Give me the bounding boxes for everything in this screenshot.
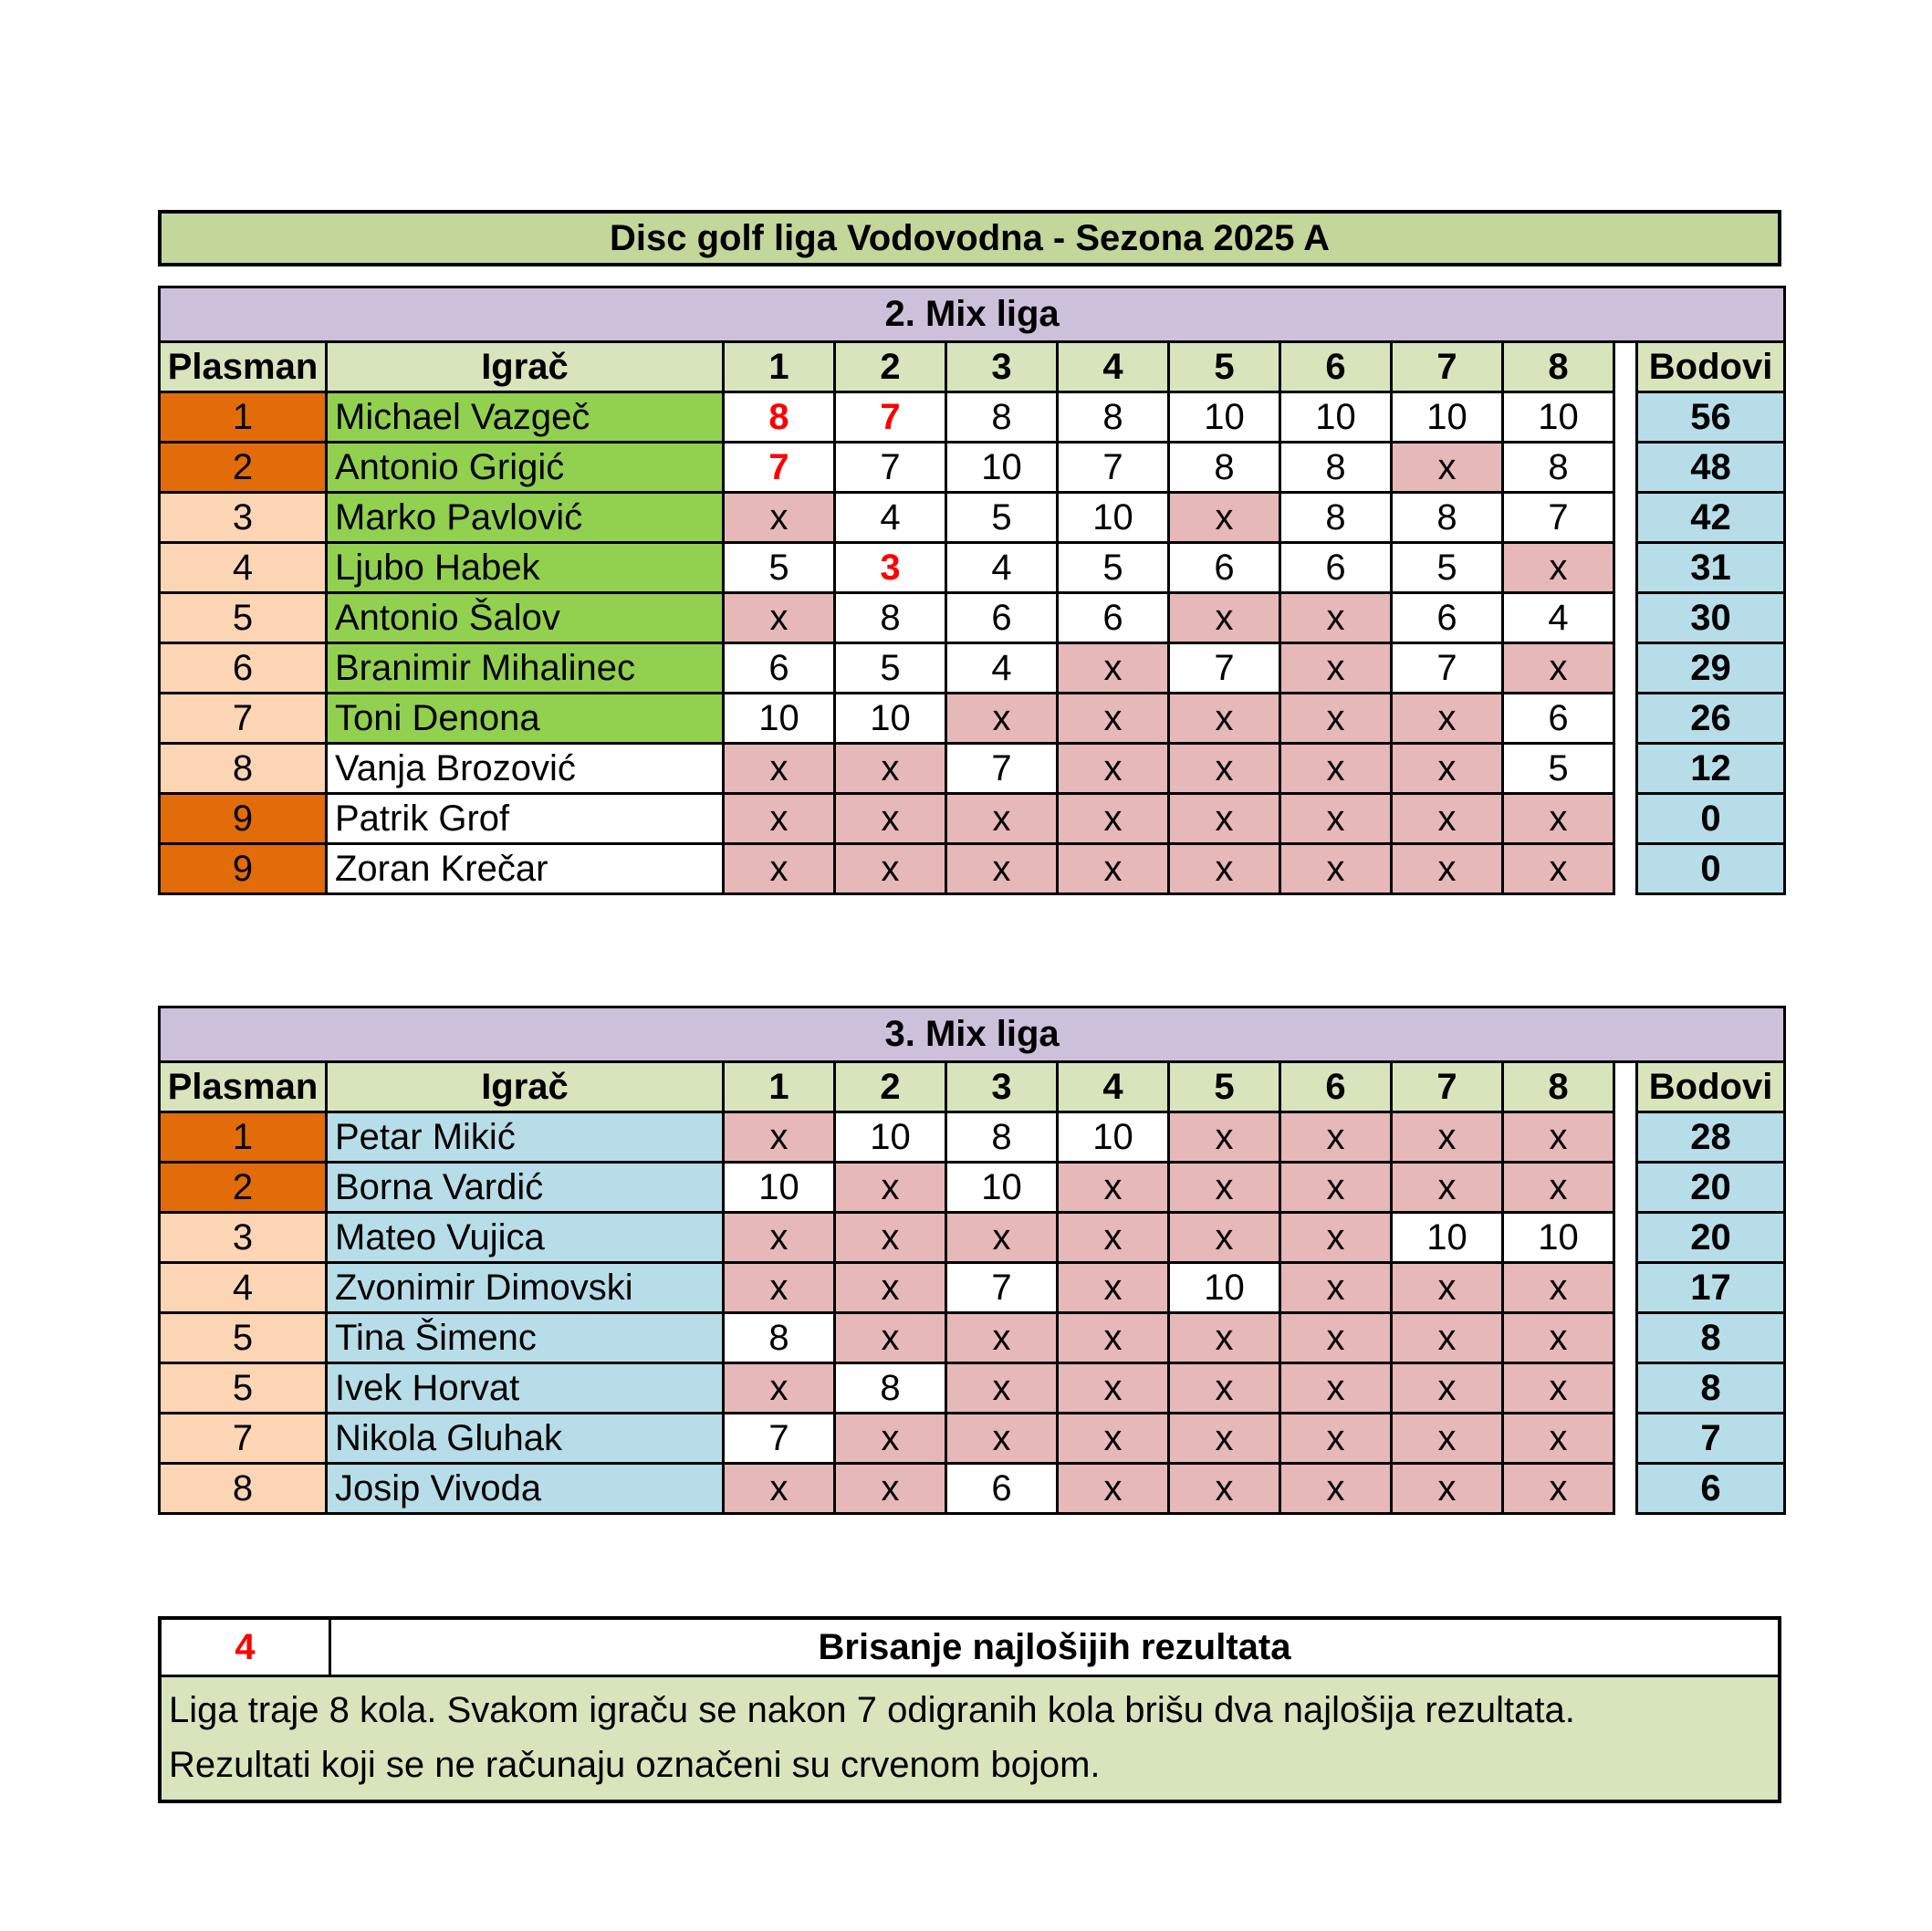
column-header-round: 8 [1503, 1062, 1614, 1112]
player-name: Ivek Horvat [327, 1363, 724, 1414]
score-cell: 8 [1058, 392, 1169, 443]
player-name: Ljubo Habek [327, 543, 724, 593]
score-cell: x [1169, 844, 1280, 894]
score-cell: x [1392, 844, 1503, 894]
rank-cell: 1 [160, 392, 327, 443]
rules-note-line: Rezultati koji se ne računaju označeni su crvenom bojom. [169, 1745, 1101, 1785]
score-cell: x [1503, 1263, 1614, 1313]
score-cell: x [724, 493, 835, 543]
rules-note-number: 4 [162, 1620, 331, 1675]
score-cell: x [1392, 1163, 1503, 1213]
score-cell: 10 [946, 1163, 1058, 1213]
player-name: Antonio Grigić [327, 443, 724, 493]
score-cell: 5 [1392, 543, 1503, 593]
score-cell: x [946, 794, 1058, 844]
player-name: Zoran Krečar [327, 844, 724, 894]
score-cell: x [724, 1263, 835, 1313]
column-header-round: 8 [1503, 342, 1614, 392]
score-cell: 4 [946, 543, 1058, 593]
score-cell: x [1169, 1112, 1280, 1163]
score-cell: x [1503, 1414, 1614, 1464]
player-name: Petar Mikić [327, 1112, 724, 1163]
rank-cell: 8 [160, 1464, 327, 1514]
points-cell: 17 [1637, 1263, 1785, 1313]
points-cell: 56 [1637, 392, 1785, 443]
score-cell: x [1169, 1363, 1280, 1414]
score-cell: x [1169, 744, 1280, 794]
player-name: Branimir Mihalinec [327, 643, 724, 694]
player-name: Marko Pavlović [327, 493, 724, 543]
score-cell: 5 [724, 543, 835, 593]
league-title: 2. Mix liga [160, 287, 1785, 342]
score-cell: 6 [1503, 694, 1614, 744]
score-cell: 10 [1392, 1213, 1503, 1263]
player-name: Mateo Vujica [327, 1213, 724, 1263]
column-gap [1614, 1263, 1637, 1313]
score-cell: 5 [1503, 744, 1614, 794]
score-cell: x [1280, 694, 1392, 744]
league-table-3-mix [158, 1006, 1786, 1515]
rank-cell: 2 [160, 1163, 327, 1213]
rank-cell: 5 [160, 593, 327, 643]
score-cell: x [1058, 1263, 1169, 1313]
score-cell: x [1169, 794, 1280, 844]
league-title: 3. Mix liga [160, 1007, 1785, 1062]
points-cell: 0 [1637, 794, 1785, 844]
score-cell: x [1392, 1363, 1503, 1414]
score-cell: x [724, 794, 835, 844]
score-cell: 8 [724, 392, 835, 443]
score-cell: x [1169, 1163, 1280, 1213]
player-name: Michael Vazgeč [327, 392, 724, 443]
score-cell: x [1280, 1213, 1392, 1263]
points-cell: 12 [1637, 744, 1785, 794]
score-cell: x [1392, 1464, 1503, 1514]
score-cell: 5 [1058, 543, 1169, 593]
points-cell: 48 [1637, 443, 1785, 493]
score-cell: 4 [946, 643, 1058, 694]
column-header-round: 5 [1169, 1062, 1280, 1112]
score-cell: x [946, 844, 1058, 894]
score-cell: x [1169, 493, 1280, 543]
column-header-round: 6 [1280, 1062, 1392, 1112]
rank-cell: 4 [160, 543, 327, 593]
column-gap [1614, 1313, 1637, 1363]
score-cell: 4 [1503, 593, 1614, 643]
score-cell: x [1503, 844, 1614, 894]
score-cell: x [1280, 1112, 1392, 1163]
score-cell: x [724, 844, 835, 894]
column-header-round: 4 [1058, 342, 1169, 392]
score-cell: x [1058, 1213, 1169, 1263]
column-header-rank: Plasman [160, 342, 327, 392]
points-cell: 8 [1637, 1363, 1785, 1414]
score-cell: x [835, 844, 946, 894]
points-cell: 6 [1637, 1464, 1785, 1514]
score-cell: 10 [835, 694, 946, 744]
score-cell: x [1280, 1414, 1392, 1464]
score-cell: x [1280, 593, 1392, 643]
score-cell: x [1503, 1363, 1614, 1414]
score-cell: 8 [1392, 493, 1503, 543]
rank-cell: 7 [160, 1414, 327, 1464]
table-row [160, 694, 1785, 744]
score-cell: x [1169, 1464, 1280, 1514]
score-cell: 10 [1392, 392, 1503, 443]
score-cell: 8 [835, 593, 946, 643]
column-gap [1614, 844, 1637, 894]
score-cell: 6 [946, 1464, 1058, 1514]
score-cell: 10 [724, 1163, 835, 1213]
column-header-round: 2 [835, 342, 946, 392]
score-cell: 10 [835, 1112, 946, 1163]
score-cell: 7 [835, 443, 946, 493]
score-cell: x [1058, 643, 1169, 694]
column-header-round: 1 [724, 1062, 835, 1112]
score-cell: 8 [946, 392, 1058, 443]
column-gap [1614, 643, 1637, 694]
score-cell: x [1280, 1163, 1392, 1213]
score-cell: x [835, 794, 946, 844]
score-cell: 6 [724, 643, 835, 694]
score-cell: x [1280, 844, 1392, 894]
score-cell: x [835, 1163, 946, 1213]
score-cell: x [946, 1414, 1058, 1464]
score-cell: x [724, 593, 835, 643]
score-cell: 6 [946, 593, 1058, 643]
score-cell: x [1392, 694, 1503, 744]
score-cell: x [1058, 744, 1169, 794]
rank-cell: 2 [160, 443, 327, 493]
score-cell: x [1169, 1213, 1280, 1263]
score-cell: 8 [724, 1313, 835, 1363]
score-cell: 8 [1169, 443, 1280, 493]
score-cell: x [946, 694, 1058, 744]
score-cell: 3 [835, 543, 946, 593]
column-gap [1614, 443, 1637, 493]
rank-cell: 1 [160, 1112, 327, 1163]
score-cell: x [835, 1313, 946, 1363]
league-table-2-mix [158, 286, 1786, 895]
column-header-round: 7 [1392, 1062, 1503, 1112]
score-cell: 10 [946, 443, 1058, 493]
player-name: Antonio Šalov [327, 593, 724, 643]
score-cell: 6 [1392, 593, 1503, 643]
column-gap [1614, 1112, 1637, 1163]
column-header-round: 6 [1280, 342, 1392, 392]
table-row [160, 1213, 1785, 1263]
header-row [160, 1062, 1785, 1112]
score-cell: 7 [724, 443, 835, 493]
score-cell: x [1280, 744, 1392, 794]
score-cell: x [1392, 1313, 1503, 1363]
score-cell: x [724, 1464, 835, 1514]
column-header-player: Igrač [327, 1062, 724, 1112]
column-header-player: Igrač [327, 342, 724, 392]
column-gap [1614, 493, 1637, 543]
table-row [160, 1112, 1785, 1163]
score-cell: 8 [835, 1363, 946, 1414]
score-cell: x [835, 1263, 946, 1313]
points-cell: 28 [1637, 1112, 1785, 1163]
score-cell: x [835, 1213, 946, 1263]
table-row [160, 1313, 1785, 1363]
score-cell: 8 [946, 1112, 1058, 1163]
league-title-row [160, 287, 1785, 342]
table-row [160, 1263, 1785, 1313]
column-gap [1614, 1213, 1637, 1263]
score-cell: 7 [946, 744, 1058, 794]
table-row [160, 744, 1785, 794]
rank-cell: 4 [160, 1263, 327, 1313]
score-cell: x [1503, 1464, 1614, 1514]
rank-cell: 7 [160, 694, 327, 744]
rules-note-body [162, 1677, 1778, 1800]
points-cell: 29 [1637, 643, 1785, 694]
score-cell: x [1058, 694, 1169, 744]
score-cell: 6 [1280, 543, 1392, 593]
score-cell: x [724, 1112, 835, 1163]
score-cell: 10 [1169, 1263, 1280, 1313]
score-cell: 10 [1503, 392, 1614, 443]
score-cell: x [1280, 1464, 1392, 1514]
score-cell: x [1392, 1112, 1503, 1163]
column-gap [1614, 1163, 1637, 1213]
score-cell: x [1503, 643, 1614, 694]
score-cell: x [1503, 794, 1614, 844]
score-cell: x [1169, 694, 1280, 744]
points-cell: 0 [1637, 844, 1785, 894]
table-row [160, 392, 1785, 443]
rank-cell: 5 [160, 1363, 327, 1414]
score-cell: 8 [1503, 443, 1614, 493]
score-cell: x [724, 1213, 835, 1263]
score-cell: x [1169, 1313, 1280, 1363]
rank-cell: 3 [160, 493, 327, 543]
rank-cell: 5 [160, 1313, 327, 1363]
points-cell: 20 [1637, 1213, 1785, 1263]
column-gap [1614, 342, 1637, 392]
rules-note-header [162, 1620, 1778, 1677]
score-cell: x [1280, 1313, 1392, 1363]
league-title-row [160, 1007, 1785, 1062]
table-row [160, 593, 1785, 643]
column-gap [1614, 794, 1637, 844]
score-cell: 5 [946, 493, 1058, 543]
column-gap [1614, 1062, 1637, 1112]
column-header-round: 3 [946, 342, 1058, 392]
column-gap [1614, 744, 1637, 794]
column-header-points: Bodovi [1637, 342, 1785, 392]
score-cell: x [1392, 794, 1503, 844]
score-cell: x [1169, 593, 1280, 643]
table-row [160, 1363, 1785, 1414]
score-cell: 4 [835, 493, 946, 543]
score-cell: 10 [724, 694, 835, 744]
table-row [160, 1414, 1785, 1464]
rank-cell: 9 [160, 844, 327, 894]
column-header-round: 7 [1392, 342, 1503, 392]
column-header-round: 4 [1058, 1062, 1169, 1112]
score-cell: 7 [1058, 443, 1169, 493]
table-row [160, 1464, 1785, 1514]
column-header-round: 1 [724, 342, 835, 392]
score-cell: 6 [1058, 593, 1169, 643]
score-cell: x [1503, 543, 1614, 593]
player-name: Zvonimir Dimovski [327, 1263, 724, 1313]
table-row [160, 643, 1785, 694]
score-cell: 7 [724, 1414, 835, 1464]
score-cell: x [1058, 1414, 1169, 1464]
score-cell: 10 [1503, 1213, 1614, 1263]
score-cell: x [1392, 744, 1503, 794]
player-name: Vanja Brozović [327, 744, 724, 794]
score-cell: x [1280, 643, 1392, 694]
score-cell: x [1503, 1163, 1614, 1213]
score-cell: 7 [1169, 643, 1280, 694]
rank-cell: 6 [160, 643, 327, 694]
score-cell: x [946, 1363, 1058, 1414]
score-cell: x [835, 1414, 946, 1464]
rank-cell: 3 [160, 1213, 327, 1263]
points-cell: 20 [1637, 1163, 1785, 1213]
score-cell: 8 [1280, 493, 1392, 543]
score-cell: 10 [1058, 493, 1169, 543]
score-cell: x [724, 1363, 835, 1414]
table-row [160, 844, 1785, 894]
column-gap [1614, 1363, 1637, 1414]
table-row [160, 794, 1785, 844]
column-header-points: Bodovi [1637, 1062, 1785, 1112]
score-cell: 7 [1503, 493, 1614, 543]
points-cell: 8 [1637, 1313, 1785, 1363]
column-header-round: 5 [1169, 342, 1280, 392]
points-cell: 30 [1637, 593, 1785, 643]
score-cell: 7 [946, 1263, 1058, 1313]
rules-note-title: Brisanje najlošijih rezultata [818, 1626, 1291, 1667]
column-header-round: 3 [946, 1062, 1058, 1112]
points-cell: 26 [1637, 694, 1785, 744]
score-cell: 7 [835, 392, 946, 443]
score-cell: x [1503, 1313, 1614, 1363]
table-row [160, 493, 1785, 543]
score-cell: x [946, 1213, 1058, 1263]
column-gap [1614, 543, 1637, 593]
score-cell: x [946, 1313, 1058, 1363]
header-row [160, 342, 1785, 392]
points-cell: 42 [1637, 493, 1785, 543]
points-cell: 31 [1637, 543, 1785, 593]
player-name: Nikola Gluhak [327, 1414, 724, 1464]
score-cell: x [1058, 1464, 1169, 1514]
score-cell: x [724, 744, 835, 794]
score-cell: 10 [1280, 392, 1392, 443]
rules-note [158, 1616, 1781, 1803]
score-cell: x [1280, 1363, 1392, 1414]
player-name: Borna Vardić [327, 1163, 724, 1213]
rank-cell: 9 [160, 794, 327, 844]
player-name: Tina Šimenc [327, 1313, 724, 1363]
column-gap [1614, 392, 1637, 443]
table-row [160, 443, 1785, 493]
score-cell: x [1392, 1263, 1503, 1313]
score-cell: x [835, 1464, 946, 1514]
score-cell: 8 [1280, 443, 1392, 493]
score-cell: 5 [835, 643, 946, 694]
score-cell: 7 [1392, 643, 1503, 694]
rank-cell: 8 [160, 744, 327, 794]
score-cell: x [1058, 794, 1169, 844]
score-cell: 6 [1169, 543, 1280, 593]
column-gap [1614, 1464, 1637, 1514]
column-header-rank: Plasman [160, 1062, 327, 1112]
player-name: Josip Vivoda [327, 1464, 724, 1514]
score-cell: x [1280, 1263, 1392, 1313]
column-header-round: 2 [835, 1062, 946, 1112]
points-cell: 7 [1637, 1414, 1785, 1464]
score-cell: 10 [1058, 1112, 1169, 1163]
column-gap [1614, 593, 1637, 643]
page-title: Disc golf liga Vodovodna - Sezona 2025 A [158, 210, 1781, 266]
score-cell: 10 [1169, 392, 1280, 443]
score-cell: x [1280, 794, 1392, 844]
score-cell: x [835, 744, 946, 794]
score-cell: x [1058, 1163, 1169, 1213]
table-row [160, 543, 1785, 593]
table-row [160, 1163, 1785, 1213]
score-cell: x [1058, 1313, 1169, 1363]
player-name: Patrik Grof [327, 794, 724, 844]
column-gap [1614, 1414, 1637, 1464]
score-cell: x [1058, 1363, 1169, 1414]
player-name: Toni Denona [327, 694, 724, 744]
score-cell: x [1392, 443, 1503, 493]
score-cell: x [1169, 1414, 1280, 1464]
column-gap [1614, 694, 1637, 744]
score-cell: x [1392, 1414, 1503, 1464]
score-cell: x [1058, 844, 1169, 894]
rules-note-line: Liga traje 8 kola. Svakom igraču se nakon 7 odigranih kola brišu dva najlošija rezultata. [169, 1690, 1575, 1730]
score-cell: x [1503, 1112, 1614, 1163]
